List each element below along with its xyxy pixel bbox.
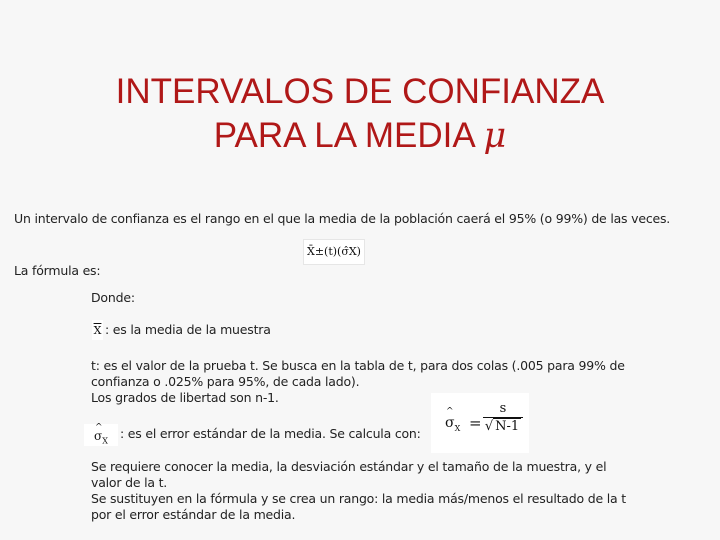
- closing-paragraph-2: Se sustituyen en la fórmula y se crea un rango: la media más/menos el resultado de la t por el error estándar de la media.: [91, 491, 626, 522]
- xbar-symbol-image: [92, 320, 103, 340]
- se-lhs: [445, 415, 460, 433]
- title-line-2-text: PARA LA MEDIA: [213, 116, 474, 155]
- main-formula-image: X̄±(t)(σ̂X): [303, 239, 365, 265]
- df-description: Los grados de libertad son n-1.: [91, 390, 279, 405]
- se-fraction: [483, 401, 523, 436]
- standard-error-formula-image: [431, 393, 529, 453]
- se-lhs-sigma: ^ σ: [445, 415, 455, 431]
- xbar-description: : es la media de la muestra: [105, 322, 271, 337]
- sigma-symbol-image: [84, 424, 118, 446]
- se-numerator: s: [499, 401, 507, 416]
- closing-paragraph-1: Se requiere conocer la media, la desviación estándar y el tamaño de la muestra, y el valor de la t.: [91, 459, 607, 490]
- t-description: t: es el valor de la prueba t. Se busca en la tabla de t, para dos colas (.005 para 99% de confianza o .025% para 95%, de cada lado).: [91, 358, 625, 389]
- se-denominator: √ N-1: [484, 419, 520, 434]
- se-denominator-radicand: N-1: [495, 419, 520, 434]
- sigma-symbol: ^ σ: [94, 424, 102, 448]
- sigma-subscript: X: [102, 436, 108, 446]
- title-line-2: [0, 114, 720, 158]
- se-equals: =: [469, 414, 482, 432]
- sigma-description: : es el error estándar de la media. Se calcula con:: [120, 426, 421, 441]
- mu-symbol: μ: [483, 116, 507, 156]
- xbar-symbol: $\overline{X}$: [93, 324, 102, 337]
- donde-label: Donde:: [91, 290, 135, 305]
- intro-paragraph: Un intervalo de confianza es el rango en el que la media de la población caerá el 95% (o 99%) de las veces.: [14, 211, 671, 226]
- slide-title: [0, 70, 720, 158]
- formula-label: La fórmula es:: [14, 263, 101, 278]
- se-lhs-sub: X: [454, 423, 461, 433]
- title-line-1: INTERVALOS DE CONFIANZA: [115, 72, 605, 111]
